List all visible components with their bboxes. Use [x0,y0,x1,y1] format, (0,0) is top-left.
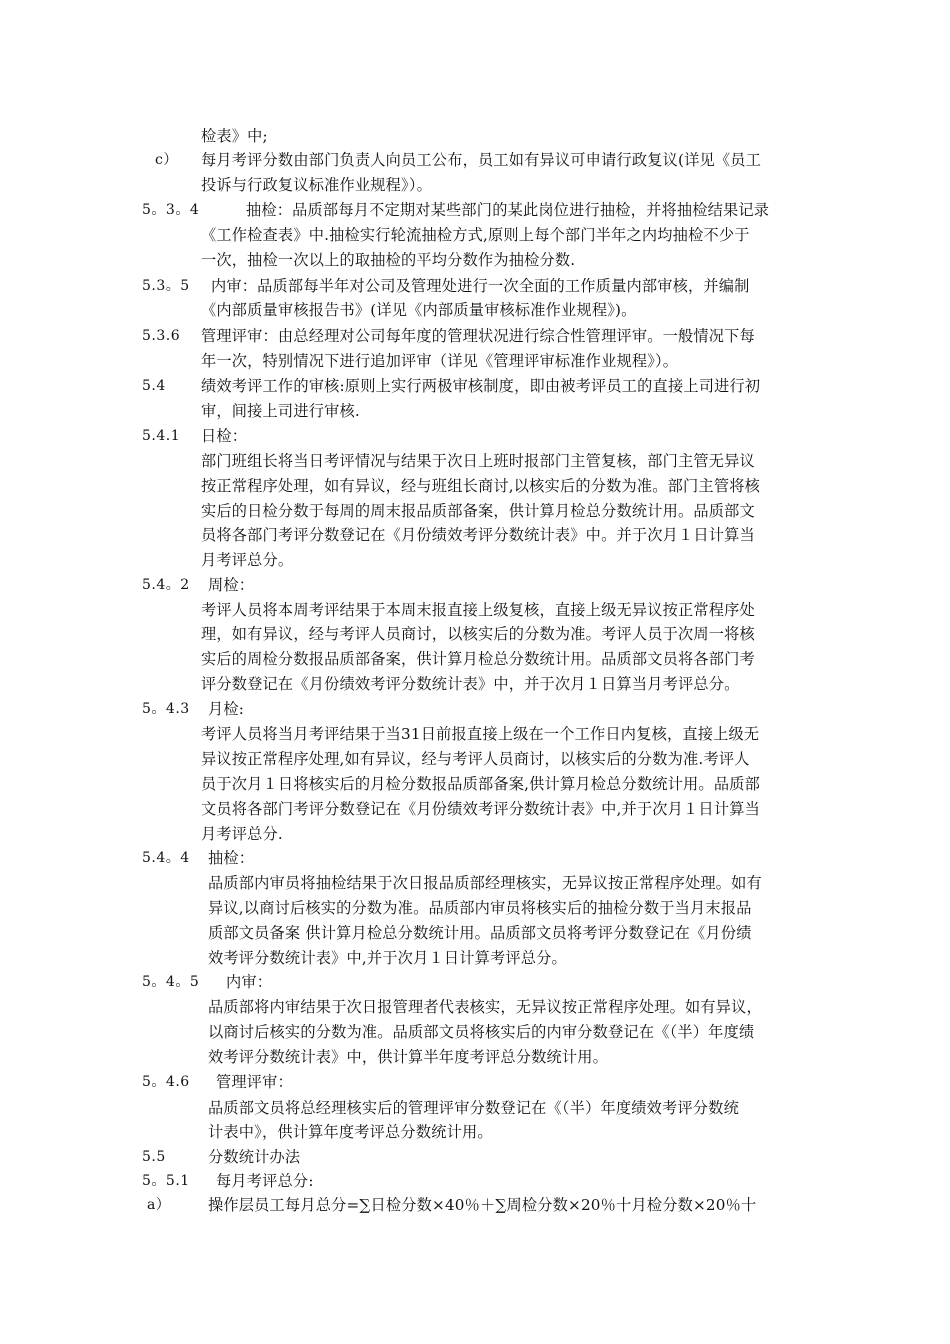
text-line: 周检： [208,576,255,594]
text-line: 效考评分数统计表》中，供计算半年度考评总分数统计用。 [208,1048,609,1066]
text-line: 管理评审： [216,1073,293,1091]
text-line: 理，如有异议，经与考评人员商讨，以核实后的分数为准。考评人员于次周一将核 [201,625,755,643]
text-line: 日检： [201,427,248,445]
section-number-5-4-2: 5.4。2 [142,577,190,593]
section-number-5-5-1: 5。5.1 [142,1173,190,1189]
section-number-5-4-6: 5。4.6 [142,1074,190,1090]
section-number-5-4-4: 5.4。4 [142,850,190,866]
text-line: 抽检： [208,849,255,867]
section-number-5-4-5: 5。4。5 [142,974,200,990]
text-line: 按正常程序处理，如有异议，经与班组长商讨,以核实后的分数为准。部门主管将核 [201,477,760,495]
section-number-5-3-6: 5.3.6 [142,328,181,344]
text-line: 以商讨后核实的分数为准。品质部文员将核实后的内审分数登记在《（半）年度绩 [208,1023,755,1041]
section-number-5-5: 5.5 [142,1149,166,1165]
text-line: 月考评总分. [201,825,283,843]
text-line: 品质部内审员将抽检结果于次日报品质部经理核实，无异议按正常程序处理。如有 [208,874,762,892]
text-line: 评分数登记在《月份绩效考评分数统计表》中，并于次月１日算当月考评总分。 [201,675,740,693]
text-line: 年一次，特别情况下进行追加评审（详见《管理评审标准作业规程》）。 [201,352,679,370]
list-marker-c: c） [155,152,178,168]
text-line: 一次，抽检一次以上的取抽检的平均分数作为抽检分数. [201,251,576,269]
text-line: 员于次月１日将核实后的月检分数报品质部备案,供计算月检总分数统计用。品质部 [201,775,760,793]
text-line: 考评人员将本周考评结果于本周末报直接上级复核，直接上级无异议按正常程序处 [201,601,755,619]
text-line: 内审：品质部每半年对公司及管理处进行一次全面的工作质量内部审核，并编制 [211,277,750,295]
text-line: 操作层员工每月总分=∑日检分数×40％＋∑周检分数×20％十月检分数×20％十 [208,1196,757,1214]
text-line: 月检: [208,700,245,718]
section-number-5-3-4: 5。3。4 [142,202,200,218]
text-line: 分数统计办法 [208,1148,301,1166]
section-number-5-4-1: 5.4.1 [142,428,181,444]
text-line: 审，间接上司进行审核. [201,402,360,420]
text-line: 实后的日检分数于每周的周末报品质部备案，供计算月检总分数统计用。品质部文 [201,502,755,520]
text-line: 效考评分数统计表》中,并于次月１日计算考评总分。 [208,949,567,967]
text-line: 质部文员备案 供计算月检总分数统计用。品质部文员将考评分数登记在《月份绩 [208,924,752,942]
text-line: 每月考评分数由部门负责人向员工公布，员工如有异议可申请行政复议(详见《员工 [201,151,762,169]
text-line: 管理评审：由总经理对公司每年度的管理状况进行综合性管理评审。一般情况下每 [201,327,755,345]
text-line: 月考评总分。 [201,551,294,569]
text-line: 《工作检查表》中.抽检实行轮流抽检方式,原则上每个部门半年之内均抽检不少于 [201,226,750,244]
section-number-5-4: 5.4 [142,378,166,394]
text-line: 实后的周检分数报品质部备案，供计算月检总分数统计用。品质部文员将各部门考 [201,650,755,668]
section-number-5-4-3: 5。4.3 [142,701,190,717]
text-line: 每月考评总分: [216,1172,314,1190]
text-line: 绩效考评工作的审核:原则上实行两极审核制度，即由被考评员工的直接上司进行初 [201,377,761,395]
text-line: 《内部质量审核报告书》(详见《内部质量审核标准作业规程》)。 [201,301,637,319]
text-line: 异议,以商讨后核实的分数为准。品质部内审员将核实后的抽检分数于当月末报品 [208,899,752,917]
text-line: 文员将各部门考评分数登记在《月份绩效考评分数统计表》中,并于次月１日计算当 [201,800,760,818]
text-line: 异议按正常程序处理,如有异议，经与考评人员商讨，以核实后的分数为准.考评人 [201,750,750,768]
text-line: 品质部文员将总经理核实后的管理评审分数登记在《（半）年度绩效考评分数统 [208,1099,739,1117]
text-line: 检表》中; [201,127,268,145]
text-line: 部门班组长将当日考评情况与结果于次日上班时报部门主管复核，部门主管无异议 [201,452,755,470]
list-marker-a: a） [147,1197,171,1213]
section-number-5-3-5: 5.3。5 [142,278,190,294]
text-line: 抽检：品质部每月不定期对某些部门的某此岗位进行抽检，并将抽检结果记录 [246,201,770,219]
text-line: 内审： [226,973,273,991]
text-line: 考评人员将当月考评结果于当31日前报直接上级在一个工作日内复核，直接上级无 [201,725,760,743]
text-line: 品质部将内审结果于次日报管理者代表核实，无异议按正常程序处理。如有异议， [208,998,762,1016]
text-line: 计表中》，供计算年度考评总分数统计用。 [208,1123,493,1141]
text-line: 投诉与行政复议标准作业规程》）。 [201,176,432,194]
text-line: 员将各部门考评分数登记在《月份绩效考评分数统计表》中。并于次月１日计算当 [201,526,755,544]
